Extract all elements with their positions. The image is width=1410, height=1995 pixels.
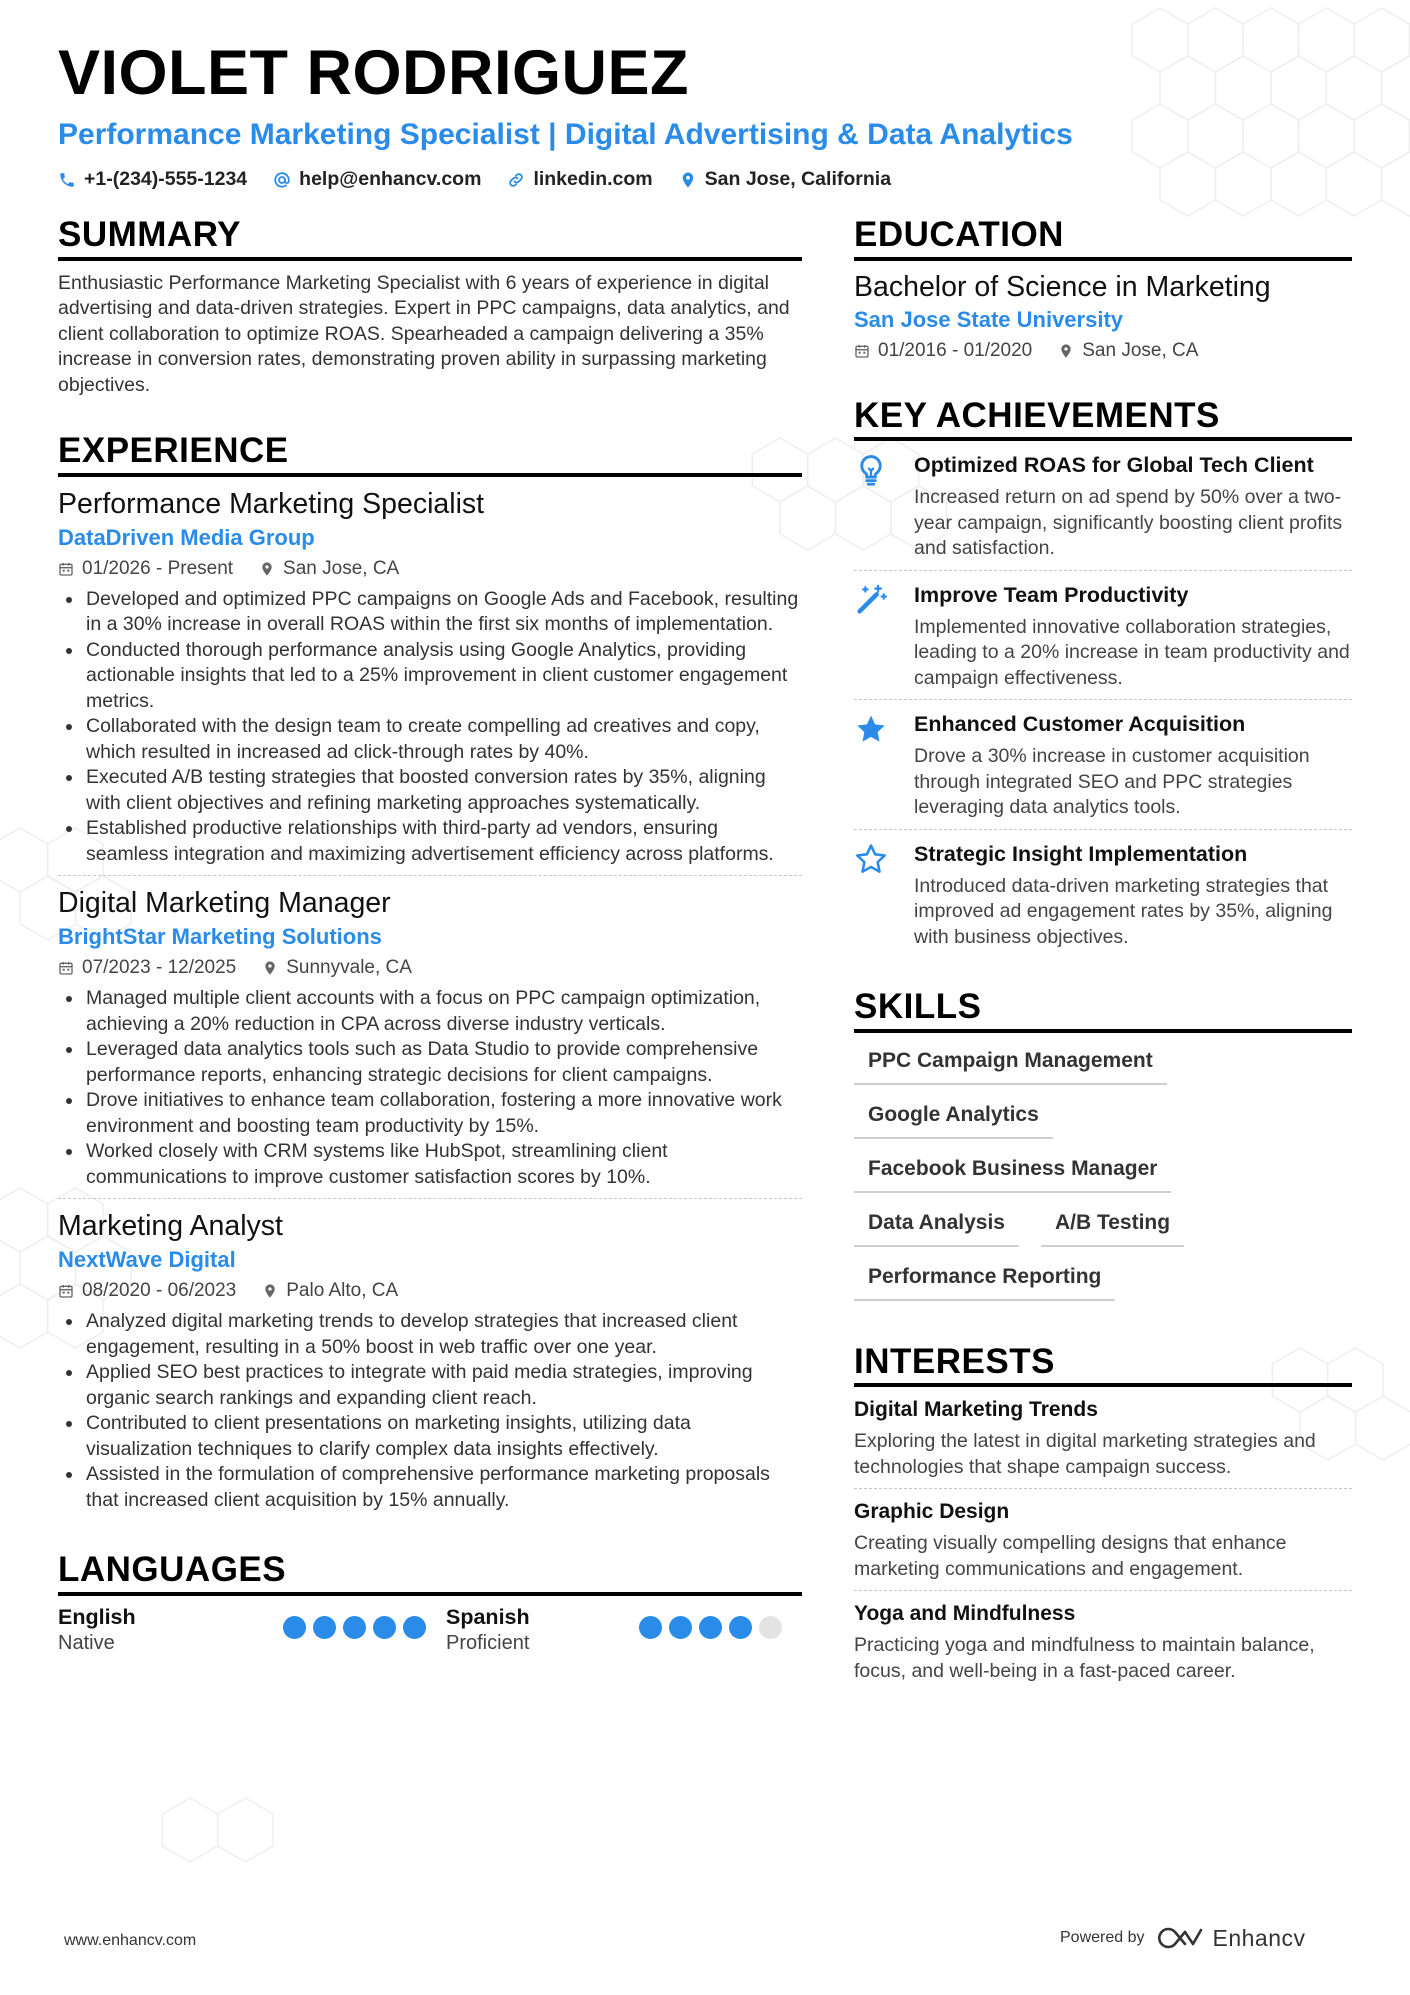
calendar-icon: [58, 561, 74, 577]
contact-linkedin[interactable]: [507, 168, 652, 191]
education-meta: [854, 339, 1352, 363]
education-heading: EDUCATION: [854, 216, 1352, 261]
rating-dot-empty: [759, 1616, 782, 1639]
job-bullet: Applied SEO best practices to integrate with paid media strategies, improving organic search rankings and expanding client reach.: [58, 1360, 802, 1411]
experience-section: [58, 432, 802, 1513]
job-dates: [58, 557, 233, 581]
interests-heading: INTERESTS: [854, 1343, 1352, 1388]
language-level: Native: [58, 1631, 115, 1654]
brand-name: Enhancv: [1212, 1924, 1306, 1951]
right-column: [854, 216, 1352, 1692]
job-dates-text: 08/2020 - 06/2023: [82, 1280, 237, 1301]
rating-dot-filled: [639, 1616, 662, 1639]
summary-text: Enthusiastic Performance Marketing Specialist with 6 years of experience in digital advertising and data-driven strategies. Expert in PPC campaigns, data analytics, and client collaboration to optimize ROAS. Spearheaded a campaign delivering a 35% increase in conversion rates, demonstrating proven ability in surpassing marketing objectives.: [58, 271, 790, 396]
skill-tag: Performance Reporting: [854, 1261, 1115, 1301]
job-company[interactable]: DataDriven Media Group: [58, 524, 315, 550]
skills-heading: SKILLS: [854, 988, 1352, 1033]
languages-section: [58, 1551, 802, 1656]
skill-tag: Data Analysis: [854, 1207, 1019, 1247]
experience-list: [58, 477, 802, 1514]
job-bullet: Collaborated with the design team to create compelling ad creatives and copy, which resulted in increased ad click-through rates by 40%.: [58, 714, 802, 765]
contact-location: [679, 168, 891, 191]
contact-email[interactable]: [273, 168, 481, 191]
job-bullet: Assisted in the formulation of comprehensive performance marketing proposals that increased client acquisition by 15% annually.: [58, 1462, 802, 1513]
contact-linkedin-text: linkedin.com: [533, 168, 653, 190]
calendar-icon: [854, 343, 870, 359]
experience-item: [58, 477, 802, 868]
rating-dot-filled: [313, 1616, 336, 1639]
rating-dot-filled: [373, 1616, 396, 1639]
interest-description: Creating visually compelling designs that enhance marketing communications and engagement.: [854, 1532, 1287, 1580]
languages-list: [58, 1604, 802, 1656]
achievement-icon-wrap: [854, 840, 914, 951]
job-meta: [58, 1279, 802, 1303]
footer-branding: [1060, 1924, 1306, 1952]
language-rating: [283, 1616, 426, 1639]
job-company[interactable]: NextWave Digital: [58, 1247, 236, 1272]
skill-tag: A/B Testing: [1041, 1207, 1184, 1247]
achievement-description: Increased return on ad spend by 50% over a two-year campaign, significantly boosting client profits and satisfaction.: [914, 486, 1343, 559]
education-dates: [854, 339, 1032, 363]
job-company[interactable]: BrightStar Marketing Solutions: [58, 924, 382, 949]
summary-section: [58, 216, 802, 398]
star-outline-icon: [854, 842, 888, 876]
education-school: San Jose State University: [854, 306, 1124, 332]
magic-wand-icon: [854, 583, 888, 617]
achievement-item: [854, 570, 1352, 700]
achievements-list: [854, 441, 1352, 958]
experience-item: [58, 875, 802, 1190]
skill-tag: PPC Campaign Management: [854, 1045, 1167, 1085]
achievement-description: Introduced data-driven marketing strategies that improved ad engagement rates by 35%, aligning with business objectives.: [914, 874, 1333, 948]
job-bullet: Executed A/B testing strategies that boosted conversion rates by 35%, aligning with client objectives and refining marketing approaches systematically.: [58, 765, 802, 816]
language-text: [58, 1604, 136, 1656]
rating-dot-filled: [699, 1616, 722, 1639]
achievement-body: [914, 840, 1352, 951]
achievement-icon-wrap: [854, 710, 914, 821]
job-location-text: San Jose, CA: [283, 557, 400, 579]
interests-section: [854, 1343, 1352, 1693]
achievement-title: Improve Team Productivity: [914, 582, 1189, 607]
achievement-item: [854, 829, 1352, 959]
skill-tag: Facebook Business Manager: [854, 1153, 1171, 1193]
achievements-heading: KEY ACHIEVEMENTS: [854, 397, 1352, 442]
education-degree: Bachelor of Science in Marketing: [854, 270, 1271, 303]
achievements-section: [854, 397, 1352, 959]
rating-dot-filled: [283, 1616, 306, 1639]
contact-location-text: San Jose, California: [704, 168, 892, 190]
interests-list: [854, 1387, 1352, 1692]
rating-dot-filled: [669, 1616, 692, 1639]
job-title: Performance Marketing Specialist: [58, 487, 485, 520]
link-icon: [507, 171, 525, 189]
job-bullet: Contributed to client presentations on marketing insights, utilizing data visualization techniques to clarify complex data insights effectively.: [58, 1411, 802, 1462]
job-bullets: [58, 1309, 802, 1513]
job-bullet: Leveraged data analytics tools such as Data Studio to provide comprehensive performance reports, enhancing strategic decisions for client campaigns.: [58, 1037, 802, 1088]
footer-website[interactable]: www.enhancv.com: [64, 1932, 197, 1949]
language-level: Proficient: [446, 1631, 530, 1654]
interest-description: Practicing yoga and mindfulness to maintain balance, focus, and well-being in a fast-paced career.: [854, 1634, 1315, 1682]
achievement-description: Implemented innovative collaboration strategies, leading to a 20% increase in team productivity and campaign effectiveness.: [914, 615, 1350, 689]
achievement-icon-wrap: [854, 581, 914, 692]
interest-item: [854, 1590, 1352, 1692]
job-bullets: [58, 986, 802, 1190]
education-dates-text: 01/2016 - 01/2020: [878, 339, 1033, 361]
lightbulb-icon: [854, 453, 888, 487]
location-pin-icon: [262, 1283, 278, 1299]
job-title: Marketing Analyst: [58, 1210, 283, 1242]
powered-by-label: Powered by: [1060, 1929, 1145, 1946]
job-title: Digital Marketing Manager: [58, 887, 391, 919]
location-pin-icon: [262, 960, 278, 976]
achievement-title: Optimized ROAS for Global Tech Client: [914, 453, 1314, 477]
job-bullet: Drove initiatives to enhance team collaboration, fostering a more innovative work environment and boosting team productivity by 15%.: [58, 1088, 802, 1139]
job-location: [259, 557, 399, 581]
left-column: [58, 216, 802, 1656]
contact-phone-text: +1-(234)-555-1234: [84, 168, 248, 190]
language-item: [58, 1604, 446, 1656]
calendar-icon: [58, 1283, 74, 1299]
job-dates: [58, 956, 236, 980]
job-location-text: Sunnyvale, CA: [286, 957, 412, 978]
candidate-headline: Performance Marketing Specialist | Digital Advertising & Data Analytics: [58, 118, 1073, 151]
achievement-item: [854, 441, 1352, 570]
phone-icon: [58, 171, 76, 189]
interest-item: [854, 1387, 1352, 1488]
job-bullet: Established productive relationships with third-party ad vendors, ensuring seamless integration and maximizing advertisement efficiency across platforms.: [58, 816, 802, 867]
job-bullet: Analyzed digital marketing trends to develop strategies that increased client engagement, resulting in a 50% boost in web traffic over one year.: [58, 1309, 802, 1360]
job-bullet: Developed and optimized PPC campaigns on Google Ads and Facebook, resulting in a 30% increase in overall ROAS within the first six months of implementation.: [58, 587, 802, 638]
achievement-title: Enhanced Customer Acquisition: [914, 712, 1246, 736]
job-location-text: Palo Alto, CA: [286, 1280, 399, 1301]
interest-title: Yoga and Mindfulness: [854, 1602, 1076, 1625]
language-name: English: [58, 1604, 136, 1629]
language-rating: [639, 1616, 782, 1639]
location-pin-icon: [259, 561, 275, 577]
job-dates: [58, 1279, 236, 1303]
language-item: [446, 1604, 802, 1656]
achievement-body: [914, 710, 1352, 821]
location-pin-icon: [1058, 343, 1074, 359]
candidate-name: VIOLET RODRIGUEZ: [58, 38, 690, 108]
achievement-description: Drove a 30% increase in customer acquisition through integrated SEO and PPC strategies leveraging data analytics tools.: [914, 745, 1310, 818]
education-section: [854, 216, 1352, 363]
contact-bar: [58, 168, 891, 191]
star-filled-icon: [854, 712, 888, 746]
interest-title: Graphic Design: [854, 1500, 1010, 1523]
skills-section: [854, 988, 1352, 1301]
achievement-body: [914, 581, 1352, 692]
at-sign-icon: [273, 171, 291, 189]
contact-email-text: help@enhancv.com: [299, 168, 482, 190]
achievement-item: [854, 699, 1352, 829]
job-meta: [58, 956, 802, 980]
job-location: [262, 956, 412, 980]
language-name: Spanish: [446, 1604, 530, 1629]
job-dates-text: 01/2026 - Present: [82, 557, 234, 579]
calendar-icon: [58, 960, 74, 976]
job-bullets: [58, 587, 802, 868]
rating-dot-filled: [403, 1616, 426, 1639]
job-location: [262, 1279, 398, 1303]
achievement-icon-wrap: [854, 451, 914, 562]
experience-heading: EXPERIENCE: [58, 432, 802, 477]
education-location-text: San Jose, CA: [1082, 339, 1199, 361]
job-bullet: Conducted thorough performance analysis using Google Analytics, providing actionable insights that led to a 25% improvement in client customer engagement metrics.: [58, 638, 802, 715]
languages-heading: LANGUAGES: [58, 1551, 802, 1596]
job-bullet: Managed multiple client accounts with a focus on PPC campaign optimization, achieving a 20% reduction in CPA across diverse industry verticals.: [58, 986, 802, 1037]
achievement-title: Strategic Insight Implementation: [914, 841, 1248, 866]
skill-tag: Google Analytics: [854, 1099, 1053, 1139]
education-location: [1058, 339, 1198, 363]
experience-item: [58, 1198, 802, 1513]
enhancv-logo-icon: [1155, 1924, 1203, 1952]
achievement-body: [914, 451, 1352, 562]
job-bullet: Worked closely with CRM systems like HubSpot, streamlining client communications to improve customer satisfaction scores by 10%.: [58, 1139, 802, 1190]
contact-phone[interactable]: [58, 168, 247, 191]
summary-heading: SUMMARY: [58, 216, 802, 261]
rating-dot-filled: [343, 1616, 366, 1639]
job-meta: [58, 557, 802, 581]
interest-description: Exploring the latest in digital marketing strategies and technologies that shape campaign success.: [854, 1430, 1316, 1478]
skills-list: [854, 1045, 1352, 1301]
language-text: [446, 1604, 530, 1656]
interest-title: Digital Marketing Trends: [854, 1398, 1098, 1421]
location-pin-icon: [679, 171, 697, 189]
interest-item: [854, 1488, 1352, 1590]
rating-dot-filled: [729, 1616, 752, 1639]
job-dates-text: 07/2023 - 12/2025: [82, 957, 237, 978]
